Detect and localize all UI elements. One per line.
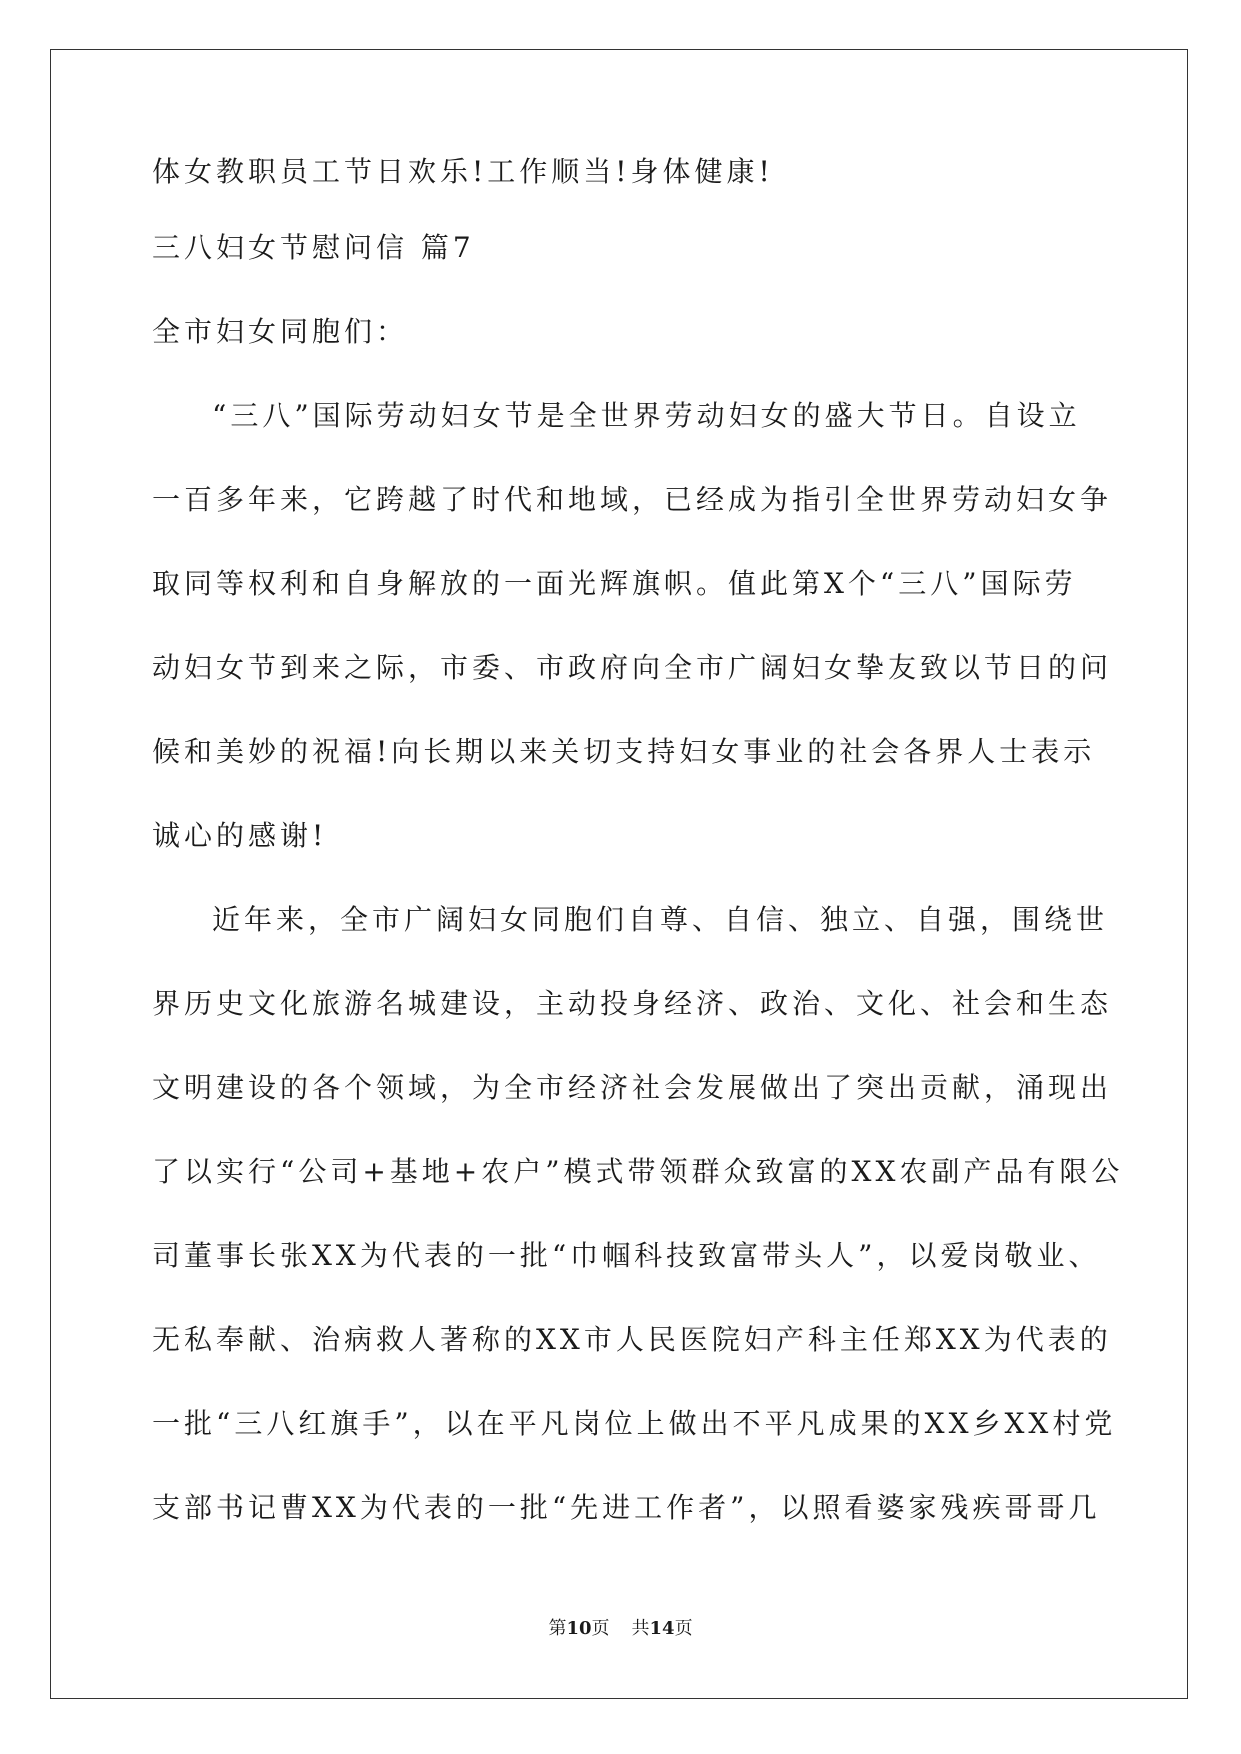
page-label: 页 [591, 1618, 610, 1639]
text-line: 支部书记曹XX为代表的一批“先进工作者”，以照看婆家残疾哥哥几 [152, 1491, 1101, 1524]
text-line: 了以实行“公司+基地+农户”模式带领群众致富的XX农副产品有限公 [152, 1155, 1124, 1188]
text-line: 体女教职员工节日欢乐!工作顺当!身体健康! [152, 155, 774, 188]
text-line: 候和美妙的祝福!向长期以来关切支持妇女事业的社会各界人士表示 [152, 735, 1096, 768]
salutation: 全市妇女同胞们： [152, 315, 409, 348]
paragraph-start: “三八”国际劳动妇女节是全世界劳动妇女的盛大节日。自设立 [212, 399, 1081, 432]
text-line: 文明建设的各个领域，为全市经济社会发展做出了突出贡献，涌现出 [152, 1071, 1113, 1104]
text-line: 取同等权利和自身解放的一面光辉旗帜。值此第X个“三八”国际劳 [152, 567, 1077, 600]
text-line: 一百多年来，它跨越了时代和地域，已经成为指引全世界劳动妇女争 [152, 483, 1113, 516]
paragraph-start: 近年来，全市广阔妇女同胞们自尊、自信、独立、自强，围绕世 [212, 903, 1109, 936]
text-line: 动妇女节到来之际，市委、市政府向全市广阔妇女挚友致以节日的问 [152, 651, 1113, 684]
text-line: 司董事长张XX为代表的一批“巾帼科技致富带头人”，以爱岗敬业、 [152, 1239, 1101, 1272]
page-prefix: 第 [548, 1618, 567, 1639]
text-line: 一批“三八红旗手”，以在平凡岗位上做出不平凡成果的XX乡XX村党 [152, 1407, 1117, 1440]
text-line: 界历史文化旅游名城建设，主动投身经济、政治、文化、社会和生态 [152, 987, 1113, 1020]
total-prefix: 共 [631, 1618, 650, 1639]
document-body [152, 155, 1124, 1550]
page-total: 14 [649, 1618, 675, 1639]
text-line: 无私奉献、治病救人著称的XX市人民医院妇产科主任郑XX为代表的 [152, 1323, 1112, 1356]
text-line: 诚心的感谢! [152, 819, 328, 852]
total-suffix: 页 [674, 1618, 693, 1639]
section-heading: 三八妇女节慰问信 篇7 [152, 231, 475, 264]
page-current: 10 [566, 1618, 592, 1639]
page-footer [0, 1614, 1241, 1640]
